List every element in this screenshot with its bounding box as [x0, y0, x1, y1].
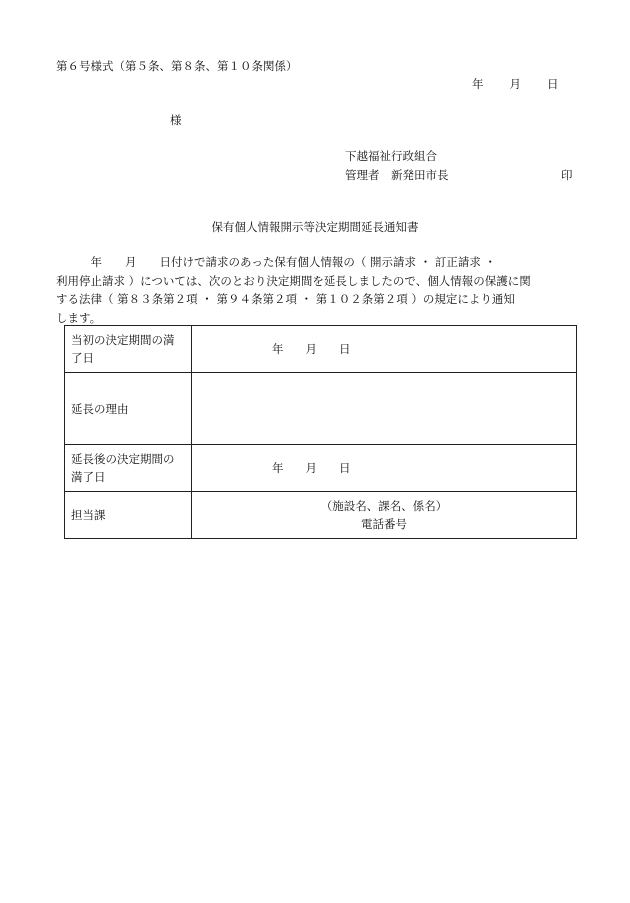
info-table	[64, 325, 577, 539]
extended-deadline-date: 年 月 日	[192, 445, 577, 492]
department-label: 担当課	[65, 492, 192, 539]
body-line-1: 年 月 日付けで請求のあった保有個人情報の（ 開示請求 ・ 訂正請求 ・	[56, 255, 497, 269]
recipient-suffix: 様	[170, 113, 182, 127]
table-row	[65, 445, 577, 492]
department-value	[192, 492, 577, 539]
body-text	[56, 253, 581, 327]
table-row	[65, 373, 577, 445]
organization-name: 下越福祉行政組合	[345, 149, 437, 163]
issue-date	[472, 76, 559, 92]
manager-label: 管理者 新発田市長	[345, 168, 449, 182]
extended-deadline-label: 延長後の決定期間の 満了日	[65, 445, 192, 492]
table-row	[65, 326, 577, 373]
table-row	[65, 492, 577, 539]
date-month-label: 月	[509, 77, 521, 91]
body-line-2: 利用停止請求 ）については、次のとおり決定期間を延長しましたので、個人情報の保護に関	[56, 273, 531, 288]
seal-mark: 印	[561, 168, 573, 182]
original-deadline-date: 年 月 日	[192, 326, 577, 373]
date-day-label: 日	[547, 77, 559, 91]
extension-reason-value	[192, 373, 577, 445]
department-name-placeholder: （施設名、課名、係名）	[320, 499, 448, 513]
body-line-3: する法律（ 第８３条第２項 ・ 第９４条第２項 ・ 第１０２条第２項 ）の規定により通知	[56, 292, 515, 306]
date-year-label: 年	[472, 77, 484, 91]
extension-reason-label: 延長の理由	[65, 373, 192, 445]
phone-number-label: 電話番号	[361, 517, 407, 531]
document-title: 保有個人情報開示等決定期間延長通知書	[211, 220, 419, 234]
original-deadline-label: 当初の決定期間の満 了日	[65, 326, 192, 373]
body-line-4: します。	[56, 310, 102, 325]
form-number: 第６号様式（第５条、第８条、第１０条関係）	[56, 59, 298, 73]
